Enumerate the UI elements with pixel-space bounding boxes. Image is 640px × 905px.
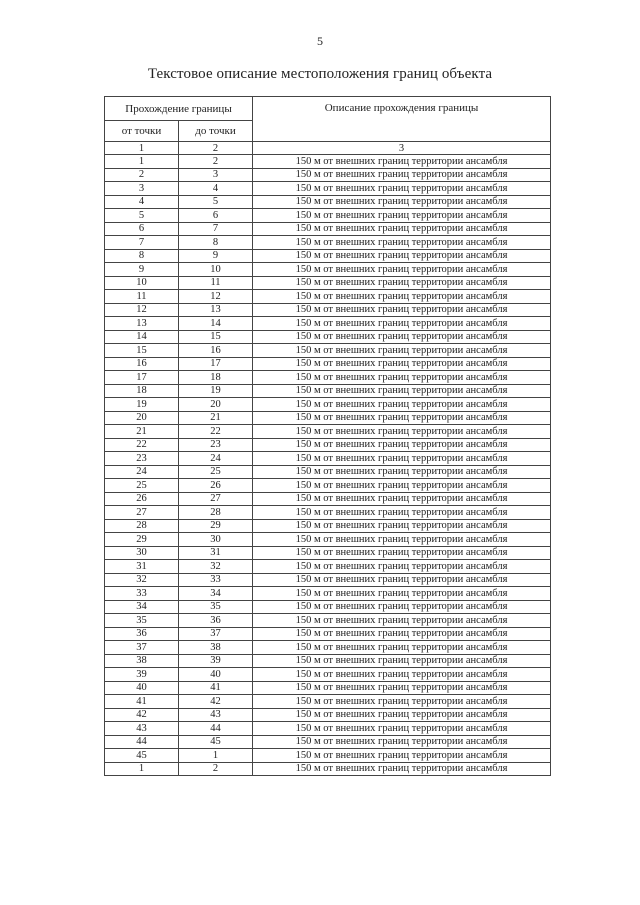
cell-to-point: 37 [179, 627, 253, 641]
cell-to-point: 1 [179, 749, 253, 763]
cell-from-point: 6 [105, 222, 179, 236]
cell-description: 150 м от внешних границ территории ансамбля [253, 533, 551, 547]
cell-to-point: 29 [179, 519, 253, 533]
cell-description: 150 м от внешних границ территории ансамбля [253, 236, 551, 250]
table-row [105, 303, 551, 317]
cell-to-point: 30 [179, 533, 253, 547]
cell-from-point: 27 [105, 506, 179, 520]
boundary-description-table [104, 96, 551, 776]
cell-description: 150 м от внешних границ территории ансамбля [253, 546, 551, 560]
table-body [105, 155, 551, 776]
cell-to-point: 41 [179, 681, 253, 695]
cell-description: 150 м от внешних границ территории ансамбля [253, 317, 551, 331]
document-title: Текстовое описание местоположения границ объекта [147, 66, 493, 82]
cell-description: 150 м от внешних границ территории ансамбля [253, 600, 551, 614]
cell-from-point: 33 [105, 587, 179, 601]
cell-from-point: 4 [105, 195, 179, 209]
cell-from-point: 23 [105, 452, 179, 466]
cell-from-point: 24 [105, 465, 179, 479]
table-row [105, 290, 551, 304]
cell-description: 150 м от внешних границ территории ансамбля [253, 411, 551, 425]
cell-to-point: 45 [179, 735, 253, 749]
cell-description: 150 м от внешних границ территории ансамбля [253, 330, 551, 344]
cell-description: 150 м от внешних границ территории ансамбля [253, 573, 551, 587]
cell-to-point: 43 [179, 708, 253, 722]
header-boundary-passage: Прохождение границы [105, 97, 253, 121]
table-row [105, 519, 551, 533]
cell-description: 150 м от внешних границ территории ансамбля [253, 668, 551, 682]
table-row [105, 236, 551, 250]
cell-from-point: 2 [105, 168, 179, 182]
table-row [105, 357, 551, 371]
cell-from-point: 25 [105, 479, 179, 493]
table-row [105, 276, 551, 290]
cell-from-point: 32 [105, 573, 179, 587]
column-number-1: 1 [105, 142, 179, 155]
cell-description: 150 м от внешних границ территории ансамбля [253, 155, 551, 169]
table-row [105, 762, 551, 776]
cell-description: 150 м от внешних границ территории ансамбля [253, 762, 551, 776]
cell-from-point: 34 [105, 600, 179, 614]
cell-from-point: 21 [105, 425, 179, 439]
cell-from-point: 31 [105, 560, 179, 574]
table-row [105, 317, 551, 331]
cell-from-point: 20 [105, 411, 179, 425]
cell-from-point: 12 [105, 303, 179, 317]
cell-description: 150 м от внешних границ территории ансамбля [253, 371, 551, 385]
cell-description: 150 м от внешних границ территории ансамбля [253, 749, 551, 763]
table-row [105, 533, 551, 547]
cell-to-point: 10 [179, 263, 253, 277]
cell-description: 150 м от внешних границ территории ансамбля [253, 614, 551, 628]
cell-to-point: 16 [179, 344, 253, 358]
cell-to-point: 11 [179, 276, 253, 290]
table-row [105, 600, 551, 614]
table-row [105, 573, 551, 587]
cell-from-point: 39 [105, 668, 179, 682]
cell-description: 150 м от внешних границ территории ансамбля [253, 735, 551, 749]
cell-description: 150 м от внешних границ территории ансамбля [253, 492, 551, 506]
header-to-point: до точки [179, 121, 253, 142]
cell-description: 150 м от внешних границ территории ансамбля [253, 465, 551, 479]
cell-description: 150 м от внешних границ территории ансамбля [253, 425, 551, 439]
table-row [105, 465, 551, 479]
table-row [105, 209, 551, 223]
table-row [105, 330, 551, 344]
cell-description: 150 м от внешних границ территории ансамбля [253, 209, 551, 223]
table-row [105, 654, 551, 668]
cell-to-point: 23 [179, 438, 253, 452]
cell-from-point: 1 [105, 155, 179, 169]
table-row [105, 668, 551, 682]
table-row [105, 681, 551, 695]
cell-to-point: 2 [179, 762, 253, 776]
cell-from-point: 1 [105, 762, 179, 776]
cell-description: 150 м от внешних границ территории ансамбля [253, 357, 551, 371]
cell-from-point: 15 [105, 344, 179, 358]
table-row [105, 614, 551, 628]
cell-to-point: 8 [179, 236, 253, 250]
cell-to-point: 40 [179, 668, 253, 682]
table-row [105, 627, 551, 641]
cell-from-point: 9 [105, 263, 179, 277]
cell-description: 150 м от внешних границ территории ансамбля [253, 681, 551, 695]
table-row [105, 546, 551, 560]
table-row [105, 708, 551, 722]
cell-to-point: 19 [179, 384, 253, 398]
cell-to-point: 4 [179, 182, 253, 196]
cell-from-point: 10 [105, 276, 179, 290]
cell-from-point: 22 [105, 438, 179, 452]
cell-description: 150 м от внешних границ территории ансамбля [253, 627, 551, 641]
cell-from-point: 44 [105, 735, 179, 749]
cell-to-point: 28 [179, 506, 253, 520]
cell-to-point: 42 [179, 695, 253, 709]
cell-from-point: 35 [105, 614, 179, 628]
cell-from-point: 17 [105, 371, 179, 385]
cell-to-point: 36 [179, 614, 253, 628]
cell-description: 150 м от внешних границ территории ансамбля [253, 438, 551, 452]
cell-from-point: 36 [105, 627, 179, 641]
header-from-point: от точки [105, 121, 179, 142]
cell-to-point: 21 [179, 411, 253, 425]
cell-description: 150 м от внешних границ территории ансамбля [253, 479, 551, 493]
cell-from-point: 7 [105, 236, 179, 250]
table-row [105, 452, 551, 466]
cell-to-point: 44 [179, 722, 253, 736]
table-row [105, 182, 551, 196]
table-row [105, 695, 551, 709]
column-number-2: 2 [179, 142, 253, 155]
cell-to-point: 3 [179, 168, 253, 182]
table-row [105, 384, 551, 398]
cell-to-point: 7 [179, 222, 253, 236]
cell-from-point: 18 [105, 384, 179, 398]
page-number: 5 [317, 34, 323, 48]
table-row [105, 479, 551, 493]
cell-from-point: 11 [105, 290, 179, 304]
cell-to-point: 33 [179, 573, 253, 587]
cell-description: 150 м от внешних границ территории ансамбля [253, 654, 551, 668]
cell-from-point: 28 [105, 519, 179, 533]
cell-to-point: 39 [179, 654, 253, 668]
cell-description: 150 м от внешних границ территории ансамбля [253, 587, 551, 601]
header-description: Описание прохождения границы [253, 97, 551, 142]
table-row [105, 641, 551, 655]
cell-to-point: 35 [179, 600, 253, 614]
cell-description: 150 м от внешних границ территории ансамбля [253, 519, 551, 533]
cell-from-point: 13 [105, 317, 179, 331]
table-row [105, 168, 551, 182]
cell-from-point: 45 [105, 749, 179, 763]
table-row [105, 263, 551, 277]
cell-from-point: 14 [105, 330, 179, 344]
cell-to-point: 2 [179, 155, 253, 169]
cell-from-point: 30 [105, 546, 179, 560]
cell-description: 150 м от внешних границ территории ансамбля [253, 168, 551, 182]
cell-from-point: 42 [105, 708, 179, 722]
cell-to-point: 26 [179, 479, 253, 493]
cell-description: 150 м от внешних границ территории ансамбля [253, 222, 551, 236]
cell-to-point: 17 [179, 357, 253, 371]
table-row [105, 195, 551, 209]
cell-description: 150 м от внешних границ территории ансамбля [253, 182, 551, 196]
cell-from-point: 19 [105, 398, 179, 412]
table-row [105, 492, 551, 506]
cell-description: 150 м от внешних границ территории ансамбля [253, 263, 551, 277]
cell-from-point: 37 [105, 641, 179, 655]
table-row [105, 371, 551, 385]
cell-description: 150 м от внешних границ территории ансамбля [253, 641, 551, 655]
cell-description: 150 м от внешних границ территории ансамбля [253, 398, 551, 412]
table-row [105, 735, 551, 749]
cell-description: 150 м от внешних границ территории ансамбля [253, 195, 551, 209]
cell-to-point: 5 [179, 195, 253, 209]
cell-description: 150 м от внешних границ территории ансамбля [253, 303, 551, 317]
table-row [105, 722, 551, 736]
table-row [105, 344, 551, 358]
cell-from-point: 8 [105, 249, 179, 263]
cell-from-point: 43 [105, 722, 179, 736]
cell-to-point: 31 [179, 546, 253, 560]
cell-description: 150 м от внешних границ территории ансамбля [253, 695, 551, 709]
cell-to-point: 18 [179, 371, 253, 385]
cell-to-point: 32 [179, 560, 253, 574]
cell-description: 150 м от внешних границ территории ансамбля [253, 560, 551, 574]
cell-to-point: 14 [179, 317, 253, 331]
table-row [105, 155, 551, 169]
table-row [105, 222, 551, 236]
cell-from-point: 40 [105, 681, 179, 695]
table-row [105, 425, 551, 439]
cell-description: 150 м от внешних границ территории ансамбля [253, 384, 551, 398]
cell-description: 150 м от внешних границ территории ансамбля [253, 276, 551, 290]
cell-description: 150 м от внешних границ территории ансамбля [253, 708, 551, 722]
cell-description: 150 м от внешних границ территории ансамбля [253, 290, 551, 304]
cell-description: 150 м от внешних границ территории ансамбля [253, 452, 551, 466]
cell-to-point: 38 [179, 641, 253, 655]
cell-description: 150 м от внешних границ территории ансамбля [253, 249, 551, 263]
cell-from-point: 3 [105, 182, 179, 196]
cell-from-point: 5 [105, 209, 179, 223]
cell-to-point: 25 [179, 465, 253, 479]
cell-to-point: 12 [179, 290, 253, 304]
cell-to-point: 13 [179, 303, 253, 317]
cell-description: 150 м от внешних границ территории ансамбля [253, 506, 551, 520]
cell-from-point: 26 [105, 492, 179, 506]
column-number-3: 3 [253, 142, 551, 155]
table-row [105, 411, 551, 425]
cell-to-point: 34 [179, 587, 253, 601]
table-row [105, 749, 551, 763]
cell-from-point: 16 [105, 357, 179, 371]
table-row [105, 506, 551, 520]
table-row [105, 560, 551, 574]
cell-from-point: 41 [105, 695, 179, 709]
column-number-row [105, 142, 551, 155]
cell-from-point: 38 [105, 654, 179, 668]
cell-description: 150 м от внешних границ территории ансамбля [253, 344, 551, 358]
cell-description: 150 м от внешних границ территории ансамбля [253, 722, 551, 736]
cell-to-point: 9 [179, 249, 253, 263]
table-row [105, 438, 551, 452]
table-row [105, 398, 551, 412]
cell-to-point: 6 [179, 209, 253, 223]
table-row [105, 587, 551, 601]
cell-to-point: 22 [179, 425, 253, 439]
cell-to-point: 20 [179, 398, 253, 412]
cell-from-point: 29 [105, 533, 179, 547]
cell-to-point: 24 [179, 452, 253, 466]
cell-to-point: 15 [179, 330, 253, 344]
cell-to-point: 27 [179, 492, 253, 506]
table-row [105, 249, 551, 263]
